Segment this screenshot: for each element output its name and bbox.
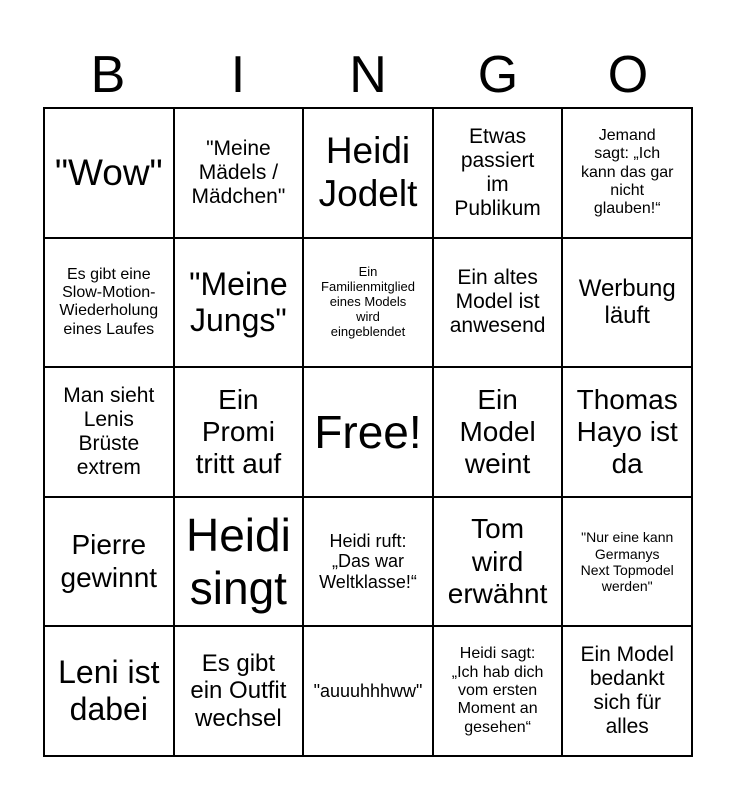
bingo-cell-free[interactable]: Free! bbox=[303, 367, 433, 497]
bingo-cell[interactable]: Ein Model weint bbox=[433, 367, 563, 497]
bingo-cell[interactable]: Heidi ruft: „Das war Weltklasse!“ bbox=[303, 497, 433, 627]
header-letter-i: I bbox=[230, 46, 246, 104]
header-letter-g: G bbox=[477, 46, 519, 104]
bingo-cell[interactable]: Ein Promi tritt auf bbox=[174, 367, 304, 497]
bingo-cell[interactable]: Jemand sagt: „Ich kann das gar nicht glauben!“ bbox=[562, 108, 692, 238]
bingo-cell[interactable]: "Wow" bbox=[44, 108, 174, 238]
bingo-cell[interactable]: Ein Familienmitglied eines Models wird eingeblendet bbox=[303, 238, 433, 368]
bingo-cell[interactable]: Etwas passiert im Publikum bbox=[433, 108, 563, 238]
bingo-cell[interactable]: Ein Model bedankt sich für alles bbox=[562, 626, 692, 756]
header-letter-b: B bbox=[90, 46, 126, 104]
bingo-cell[interactable]: Heidi singt bbox=[174, 497, 304, 627]
bingo-cell[interactable]: Heidi sagt: „Ich hab dich vom ersten Moment an gesehen“ bbox=[433, 626, 563, 756]
header-letter-n: N bbox=[349, 46, 387, 104]
bingo-cell[interactable]: Pierre gewinnt bbox=[44, 497, 174, 627]
bingo-header bbox=[43, 44, 693, 106]
bingo-cell[interactable]: Werbung läuft bbox=[562, 238, 692, 368]
header-letter-o: O bbox=[607, 46, 649, 104]
bingo-cell[interactable]: Thomas Hayo ist da bbox=[562, 367, 692, 497]
bingo-cell[interactable]: "Meine Mädels / Mädchen" bbox=[174, 108, 304, 238]
bingo-cell[interactable]: Es gibt ein Outfit wechsel bbox=[174, 626, 304, 756]
bingo-board bbox=[43, 107, 693, 757]
bingo-cell[interactable]: Man sieht Lenis Brüste extrem bbox=[44, 367, 174, 497]
bingo-cell[interactable]: "Nur eine kann Germanys Next Topmodel werden" bbox=[562, 497, 692, 627]
bingo-cell[interactable]: "auuuhhhww" bbox=[303, 626, 433, 756]
bingo-cell[interactable]: Ein altes Model ist anwesend bbox=[433, 238, 563, 368]
bingo-cell[interactable]: "Meine Jungs" bbox=[174, 238, 304, 368]
bingo-cell[interactable]: Es gibt eine Slow-Motion- Wiederholung eines Laufes bbox=[44, 238, 174, 368]
bingo-cell[interactable]: Heidi Jodelt bbox=[303, 108, 433, 238]
bingo-cell[interactable]: Leni ist dabei bbox=[44, 626, 174, 756]
bingo-cell[interactable]: Tom wird erwähnt bbox=[433, 497, 563, 627]
